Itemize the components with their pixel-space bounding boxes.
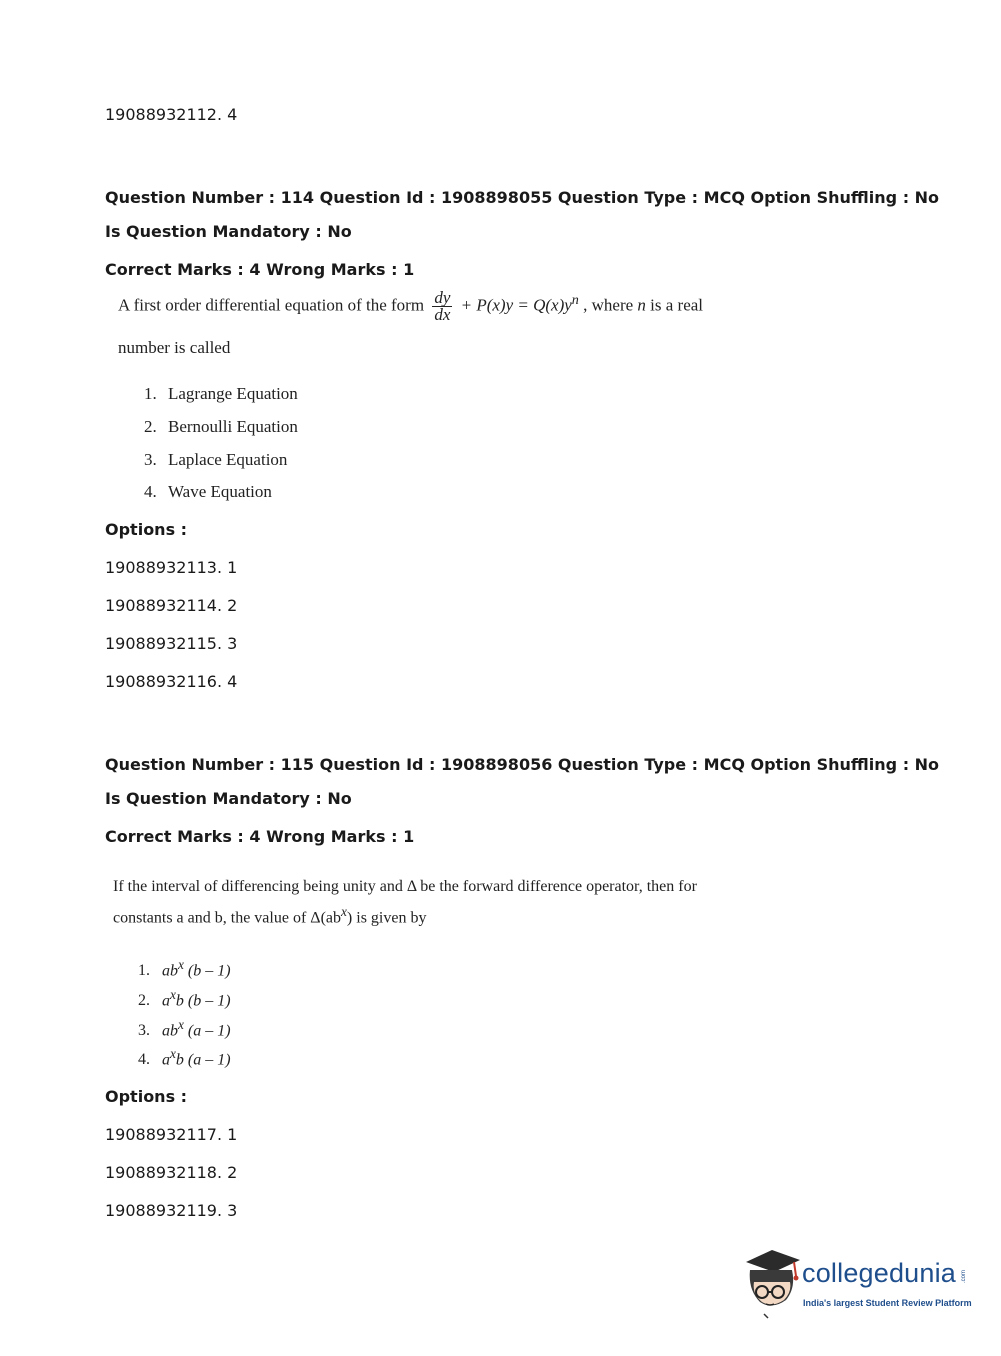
q114-options-label: Options : bbox=[105, 520, 188, 539]
frac-numerator: dy bbox=[434, 288, 451, 307]
choice-base: a bbox=[162, 992, 170, 1010]
q115-option-1: 19088932117. 1 bbox=[105, 1125, 238, 1144]
q115-stem-text: constants a and b, the value of Δ(ab bbox=[113, 909, 341, 927]
mascot-icon bbox=[742, 1248, 804, 1320]
logo-wordmark: collegedunia bbox=[802, 1258, 957, 1288]
prev-option: 19088932112. 4 bbox=[105, 105, 238, 124]
frac-denominator: dx bbox=[434, 305, 451, 324]
q114-stem-post: , where bbox=[583, 295, 634, 315]
choice-sup: x bbox=[170, 987, 176, 1002]
q114-stem-pre: A first order differential equation of the form bbox=[118, 295, 425, 315]
choice-sup: x bbox=[170, 1046, 176, 1061]
q114-option-2: 19088932114. 2 bbox=[105, 596, 238, 615]
q115-choice-3 bbox=[138, 1017, 231, 1040]
choice-number: 1. bbox=[144, 384, 157, 403]
logo-com: .com bbox=[961, 1270, 967, 1284]
q115-stem-line2 bbox=[113, 904, 426, 927]
choice-number: 4. bbox=[138, 1051, 150, 1069]
choice-rest: (a – 1) bbox=[183, 1022, 231, 1040]
q114-choice-3 bbox=[144, 450, 287, 470]
q114-stem-post2: is a real bbox=[650, 295, 704, 315]
q115-stem-exponent: x bbox=[341, 904, 347, 919]
choice-number: 4. bbox=[144, 482, 157, 501]
q115-choice-2 bbox=[138, 987, 231, 1010]
choice-text: Laplace Equation bbox=[168, 450, 288, 469]
q114-choice-4 bbox=[144, 482, 272, 502]
choice-number: 2. bbox=[144, 417, 157, 436]
collegedunia-logo[interactable] bbox=[742, 1248, 972, 1320]
q114-option-4: 19088932116. 4 bbox=[105, 672, 238, 691]
q115-marks: Correct Marks : 4 Wrong Marks : 1 bbox=[105, 827, 415, 846]
q115-choice-1 bbox=[138, 957, 231, 980]
choice-rest: b (a – 1) bbox=[175, 1051, 231, 1069]
q114-mandatory: Is Question Mandatory : No bbox=[105, 222, 352, 241]
q114-stem-line1 bbox=[118, 290, 703, 323]
q115-stem-line1: If the interval of differencing being unity and Δ be the forward difference operator, then for bbox=[113, 878, 697, 895]
choice-sup: x bbox=[178, 1017, 184, 1032]
q115-option-3: 19088932119. 3 bbox=[105, 1201, 238, 1220]
choice-number: 1. bbox=[138, 962, 150, 980]
choice-text: Bernoulli Equation bbox=[168, 417, 298, 436]
choice-text: Wave Equation bbox=[168, 482, 272, 501]
q114-option-1: 19088932113. 1 bbox=[105, 558, 238, 577]
choice-rest: (b – 1) bbox=[183, 962, 231, 980]
q115-header: Question Number : 115 Question Id : 1908898056 Question Type : MCQ Option Shuffling : No bbox=[105, 755, 940, 774]
choice-base: ab bbox=[162, 1022, 178, 1040]
q115-option-2: 19088932118. 2 bbox=[105, 1163, 238, 1182]
q115-options-label: Options : bbox=[105, 1087, 188, 1106]
choice-base: a bbox=[162, 1051, 170, 1069]
dy-dx-fraction bbox=[432, 290, 452, 323]
q114-marks: Correct Marks : 4 Wrong Marks : 1 bbox=[105, 260, 415, 279]
q114-var: n bbox=[637, 295, 646, 315]
q114-equation: + P(x)y = Q(x)y bbox=[460, 295, 572, 315]
choice-number: 3. bbox=[138, 1022, 150, 1040]
choice-sup: x bbox=[178, 957, 184, 972]
q114-option-3: 19088932115. 3 bbox=[105, 634, 238, 653]
q115-mandatory: Is Question Mandatory : No bbox=[105, 789, 352, 808]
q114-choice-1 bbox=[144, 384, 298, 404]
q114-stem-line2: number is called bbox=[118, 338, 231, 357]
choice-number: 2. bbox=[138, 992, 150, 1010]
choice-text: Lagrange Equation bbox=[168, 384, 298, 403]
q115-choice-4 bbox=[138, 1046, 231, 1069]
q115-stem-text-end: ) is given by bbox=[346, 909, 427, 927]
q114-exponent: n bbox=[571, 291, 579, 308]
choice-base: ab bbox=[162, 962, 178, 980]
choice-rest: b (b – 1) bbox=[175, 992, 231, 1010]
q114-choice-2 bbox=[144, 417, 298, 437]
q114-header: Question Number : 114 Question Id : 1908898055 Question Type : MCQ Option Shuffling : No bbox=[105, 188, 940, 207]
choice-number: 3. bbox=[144, 450, 157, 469]
logo-tagline: India's largest Student Review Platform bbox=[803, 1298, 972, 1308]
